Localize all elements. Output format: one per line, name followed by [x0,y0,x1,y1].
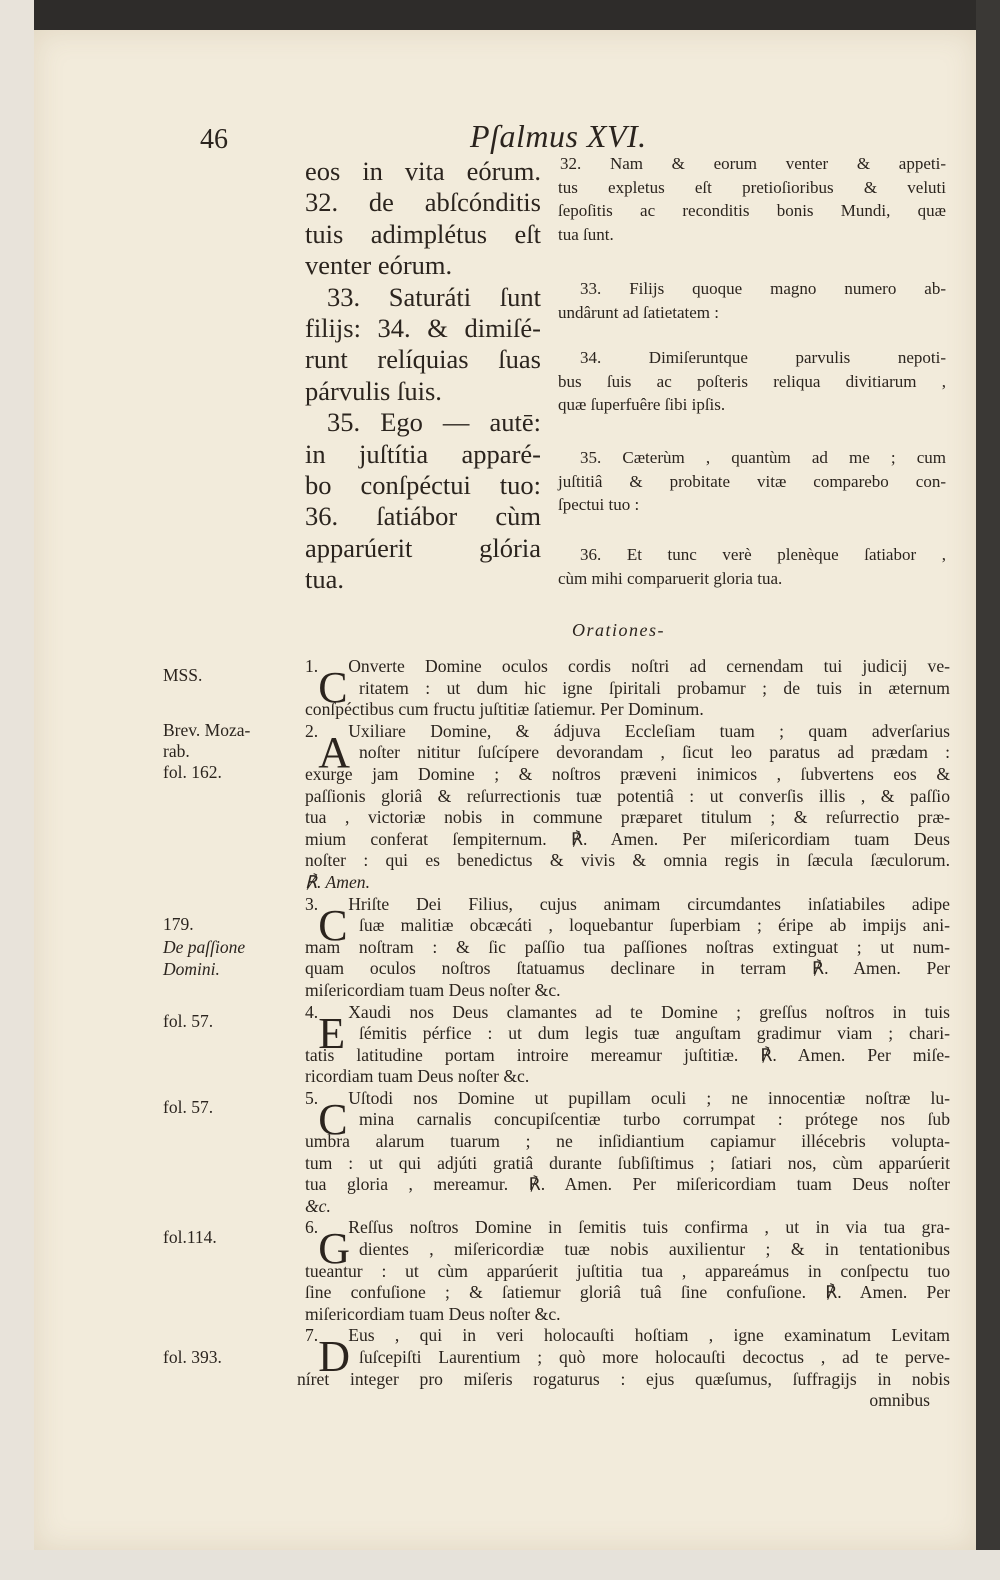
margin-note: rab. [163,741,190,761]
latin-line: venter eórum. [305,250,453,281]
latin-line: runt relíquias ſuas [305,344,541,375]
oratio-line: mina carnalis concupiſcentiæ turbo corrumpat : prótege nos ſub [359,1109,950,1130]
paraphrase-line: quæ ſuperfuêre ſibi ipſis. [558,395,726,414]
oratio-2-first-line: 2. A Uxiliare Domine, & ádjuva Eccleſiam tuam ; quam adverſarius [305,720,950,777]
margin-note: Brev. Moza- [163,720,251,740]
paraphrase-line: undârunt ad ſatietatem : [558,302,719,322]
oratio-line: tua gloria , mereamur. ℟. Amen. Per miſericordiam tuam Deus noſter [305,1174,950,1195]
paraphrase-line: bus ſuis ac poſteris reliqua divitiarum , [558,371,946,391]
oratio-line: dientes , miſericordiæ tuæ nobis auxilientur ; & in tentationibus [359,1239,950,1260]
oratio-text: Xaudi nos Deus clamantes ad te Domine ; greſſus noſtros in tuis [348,1001,950,1022]
paraphrase-line: ſpectui tuo : [558,495,640,514]
paraphrase-line: tus expletus eſt pretioſioribus & veluti [558,177,946,197]
right-scan-border [976,0,1000,1580]
latin-line: 33. Saturáti ſunt [327,281,541,312]
catchword: omnibus [869,1390,930,1411]
margin-note: fol. 162. [163,762,222,782]
latin-line: in juſtítia apparé- [305,438,541,469]
oratio-text: Reſſus noſtros Domine in ſemitis tuis confirma , ut in via tua gra- [348,1217,950,1238]
oratio-line: miſericordiam tuam Deus noſter &c. [305,1303,561,1324]
oratio-line: ſuſcepiſti Laurentium ; quò more holocauſti decoctus , ad te perve- [359,1347,950,1367]
margin-note: fol. 57. [163,1097,214,1117]
margin-note: Domini. [163,959,220,979]
left-page-edge [0,0,34,1580]
oratio-line: paſſionis gloriâ & reſurrectionis tuæ potentiâ : ut converſis illis , & paſſio [305,785,950,806]
oratio-number: 6. [305,1217,319,1238]
oratio-line: mam noſtram : & ſic paſſio tua paſſiones noſtras extinguat ; ut num- [305,936,950,957]
oratio-5-first-line: 5. C Uſtodi nos Domine ut pupillam oculi ; ne innocentiæ noſtræ lu- [305,1087,950,1144]
latin-line: apparúerit glória [305,532,541,563]
latin-line: tua. [305,564,344,595]
oratio-line: ſuæ malitiæ obcæcáti , loquebantur ſuperbiam ; éripe ab impijs ani- [359,915,950,936]
oratio-line: ricordiam tuam Deus noſter &c. [305,1066,530,1087]
oratio-line: conſpéctibus cum fructu juſtitiæ ſatiemur. Per Dominum. [305,699,704,720]
oratio-line: quam oculos noſtros ſtatuamus declinare in terram ℟. Amen. Per [305,958,950,979]
oratio-text: Eus , qui in veri holocauſti hoſtiam , igne examinatum Levitam [348,1325,950,1346]
oratio-line: ritatem : ut dum hic igne ſpiritali probamur ; de tuis in æternum [359,677,950,698]
bottom-scan-border [0,1550,1000,1580]
oratio-line: mium conferat ſempiternum. ℟. Amen. Per miſericordiam tuam Deus [305,828,950,849]
oratio-line: exurge jam Domine ; & noſtros præveni inimicos , ſubvertens eos & [305,763,950,784]
oratio-6-first-line: 6. G Reſſus noſtros Domine in ſemitis tuis confirma , ut in via tua gra- [305,1217,950,1274]
margin-note: 179. [163,914,194,934]
latin-line: bo conſpéctui tuo: [305,470,541,501]
latin-line: eos in vita eórum. [305,156,541,186]
latin-line: 35. Ego — autē: [327,407,541,438]
paraphrase-line: tua ſunt. [558,224,614,244]
paraphrase-line: 32. Nam & eorum venter & appeti- [560,154,946,173]
paraphrase-36 [558,543,946,590]
paraphrase-33 [558,277,946,324]
latin-line: tuis adimplétus eſt [305,218,541,249]
paraphrase-32 [558,152,946,246]
paraphrase-line: juſtitiâ & probitate vitæ comparebo con- [558,471,946,491]
oratio-number: 3. [305,893,319,914]
margin-note: De paſſione [163,937,246,957]
latin-line: párvulis ſuis. [305,375,442,406]
oratio-3-first-line: 3. C Hriſte Dei Filius, cujus animam circumdantes inſatiabiles adipe [305,893,950,950]
paraphrase-line: cùm mihi comparuerit gloria tua. [558,568,783,588]
oratio-text: Onverte Domine oculos cordis noſtri ad cernendam tui judicij ve- [348,656,950,676]
oratio-number: 7. [305,1325,319,1346]
oratio-number: 5. [305,1087,319,1108]
paraphrase-line: ſepoſitis ac reconditis bonis Mundi, quæ [558,201,946,220]
orationes-heading: Orationes- [572,620,665,640]
margin-note: fol.114. [163,1227,217,1247]
oratio-line: tueantur : ut cùm apparúerit juſtitia tua , appareámus in conſpectu tuo [305,1260,950,1281]
orationes-body [297,656,950,1412]
oratio-line: miſericordiam tuam Deus noſter &c. [305,979,561,1000]
paraphrase-34 [558,346,946,417]
paraphrase-line: 35. Cæterùm , quantùm ad me ; cum [580,448,946,467]
latin-psalm-column [305,156,541,596]
oratio-line: tua , victoriæ nobis in commune præparet titulum ; & reſurrectio præ- [305,807,950,828]
oratio-1-first-line: 1. C Onverte Domine oculos cordis noſtri ad cernendam tui judicij ve- [305,656,950,712]
latin-line: filijs: 34. & dimiſé- [305,313,541,344]
oratio-line: níret integer pro miſeris rogaturus : ejus quæſumus, ſuffragijs in nobis [297,1368,950,1389]
oratio-line: tum : ut qui adjúti gratiâ durante ſubſiſtimus ; ſatiari nos, cùm apparúerit [305,1152,950,1173]
oratio-line: ℟. Amen. [305,871,370,892]
oratio-line: tatis latitudine portam introire mereamur juſtitiæ. ℟. Amen. Per miſe- [305,1044,950,1065]
paraphrase-35 [558,446,946,517]
oratio-text: Uxiliare Domine, & ádjuva Eccleſiam tuam ; quam adverſarius [348,720,950,741]
paraphrase-line: 36. Et tunc verè plenèque ſatiabor , [580,545,946,564]
oratio-7-first-line: 7. D Eus , qui in veri holocauſti hoſtiam , igne examinatum Levitam [305,1325,950,1382]
oratio-line: noſter : qui es benedictus & vivis & omnia regis in ſæcula ſæculorum. [305,850,950,871]
oratio-line: &c. [305,1195,331,1216]
margin-note: fol. 57. [163,1011,214,1031]
oratio-text: Hriſte Dei Filius, cujus animam circumdantes inſatiabiles adipe [348,893,950,914]
oratio-number: 2. [305,720,319,741]
oratio-line: ſémitis pérfice : ut dum legis tuæ anguſtam gradimur viam ; chari- [359,1023,950,1044]
oratio-line: umbra alarum tuarum ; ne inſidiantium capiamur illécebris volupta- [305,1131,950,1152]
oratio-4-first-line: 4. E Xaudi nos Deus clamantes ad te Domine ; greſſus noſtros in tuis [305,1001,950,1058]
paraphrase-line: 34. Dimiſeruntque parvulis nepoti- [580,348,946,367]
oratio-number: 4. [305,1001,319,1022]
latin-line: 36. ſatiábor cùm [305,501,541,532]
page-number: 46 [200,124,228,155]
oratio-text: Uſtodi nos Domine ut pupillam oculi ; ne innocentiæ noſtræ lu- [348,1087,950,1108]
latin-line: 32. de abſcónditis [305,187,541,218]
margin-note: MSS. [163,665,203,685]
running-title: Pſalmus XVI. [470,118,647,154]
paraphrase-line: 33. Filijs quoque magno numero ab- [580,279,946,298]
oratio-line: noſter nititur ſuſcípere devorandam , ſicut leo paratus ad prædam : [359,742,950,763]
margin-note: fol. 393. [163,1347,222,1367]
oratio-number: 1. [305,656,319,676]
oratio-line: ſine confuſione ; & ſatiemur gloriâ tuâ ſine confuſione. ℟. Amen. Per [305,1282,950,1303]
